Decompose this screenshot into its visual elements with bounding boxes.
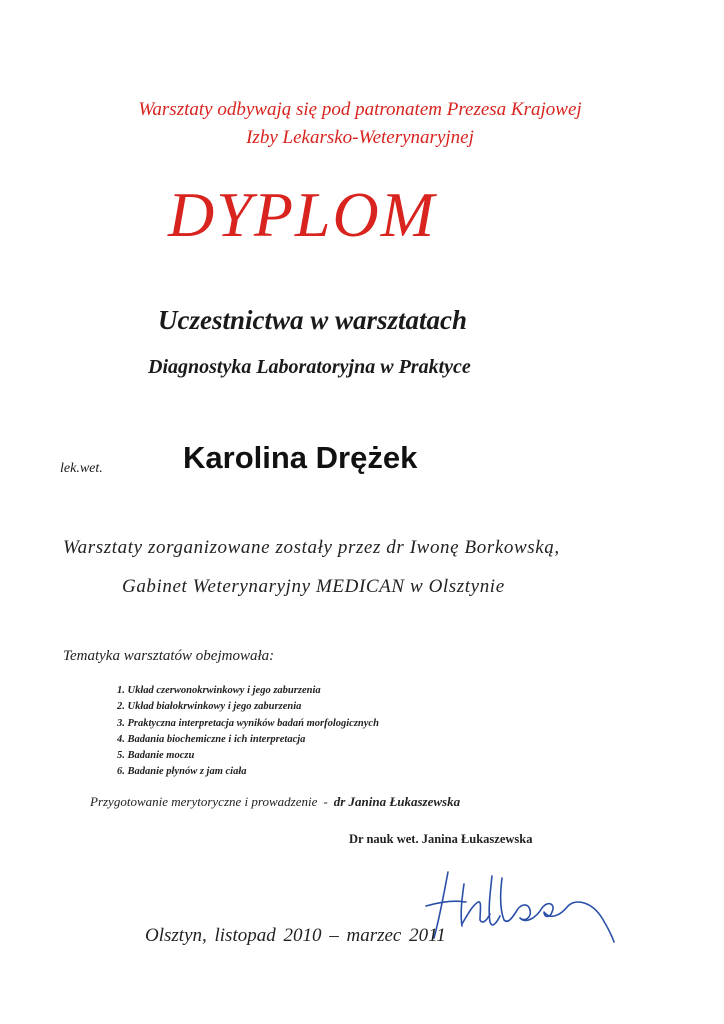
handwritten-signature bbox=[420, 858, 620, 943]
diploma-subtitle: Uczestnictwa w warsztatach bbox=[158, 305, 468, 335]
topic-item: 5. Badanie moczu bbox=[117, 750, 195, 762]
topic-item: 3. Praktyczna interpretacja wyników badań morfologicznych bbox=[117, 717, 379, 729]
organizer-line-1: Warsztaty zorganizowane zostały przez dr Iwonę Borkowską, bbox=[63, 537, 560, 558]
organizer-line-2: Gabinet Weterynaryjny MEDICAN w Olsztynie bbox=[122, 576, 505, 597]
workshop-name: Diagnostyka Laboratoryjna w Praktyce bbox=[148, 356, 471, 378]
prepared-by bbox=[90, 794, 460, 810]
recipient-name: Karolina Drężek bbox=[183, 440, 418, 475]
topics-heading: Tematyka warsztatów obejmowała: bbox=[63, 648, 275, 664]
signature-caption: Dr nauk wet. Janina Łukaszewska bbox=[349, 832, 533, 846]
patronage-line-2: Izby Lekarsko-Weterynaryjnej bbox=[246, 127, 474, 148]
prepared-by-separator: - bbox=[323, 794, 328, 809]
prepared-by-label: Przygotowanie merytoryczne i prowadzenie bbox=[90, 794, 318, 809]
topics-list bbox=[117, 683, 379, 781]
topic-item: 2. Układ białokrwinkowy i jego zaburzenia bbox=[117, 701, 302, 713]
diploma-title: DYPLOM bbox=[168, 179, 437, 250]
place-and-date: Olsztyn, listopad 2010 – marzec 2011 bbox=[145, 925, 446, 946]
patronage-line-1: Warsztaty odbywają się pod patronatem Prezesa Krajowej bbox=[138, 99, 582, 120]
topic-item: 6. Badanie płynów z jam ciała bbox=[117, 766, 247, 778]
topic-item: 4. Badania biochemiczne i ich interpretacja bbox=[117, 733, 306, 745]
topic-item: 1. Układ czerwonokrwinkowy i jego zaburzenia bbox=[117, 685, 321, 696]
prepared-by-name: dr Janina Łukaszewska bbox=[333, 794, 461, 809]
recipient-title-prefix: lek.wet. bbox=[60, 461, 103, 476]
